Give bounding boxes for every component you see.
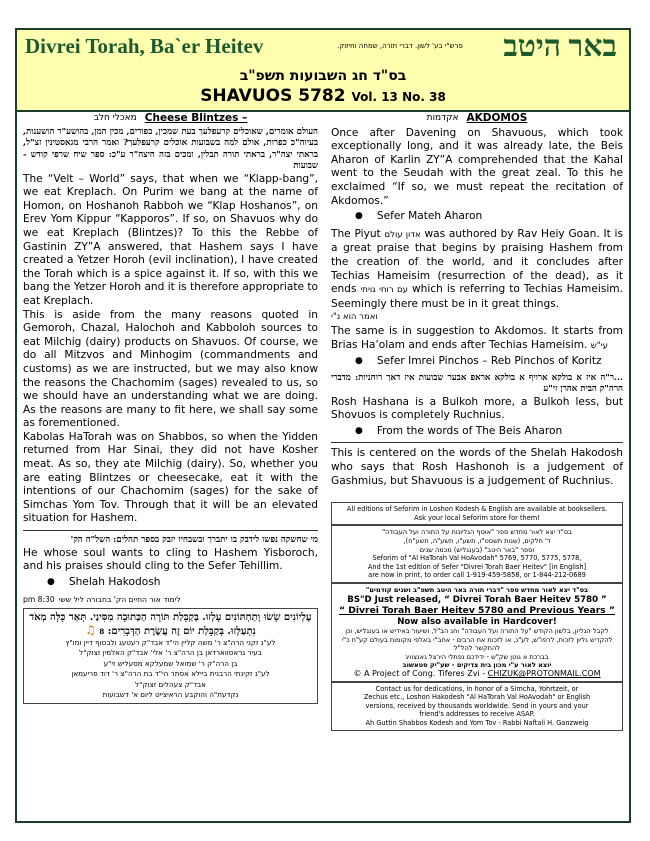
source-text: Shelah Hakodosh: [68, 575, 161, 588]
masthead-title-he: באר היטב: [503, 30, 617, 63]
quote-he: ואמר הוא נ"י: [331, 312, 378, 323]
dedication-line: בן הרה"ק ר' שמואל שמעלקא מסעליש זי"ע: [103, 658, 238, 668]
piyut-text: was authored by Rav Heiy Goan. It is a great praise that begins by praising Hashem from the creation of the world, and it concludes after Techias Hameisim (resurrection of the dead), as it ends: [331, 227, 624, 296]
paragraph: Once after Davening on Shavuous, which took exceptionally long, and it was already late, the Beis Aharon of Karlin ZY”A comprehended that the Kahal went to the Seudah with the great zeal. To this he exclaimed “If so, we must repeat the recitation of Akdomos.”: [331, 126, 623, 207]
seforim-box: [331, 525, 623, 583]
pasuk-text: [27, 611, 314, 638]
piyut-text-end: which is referring to Techias Hameisim. Seemingly there must be in it great things.: [331, 283, 623, 310]
heading-en: Cheese Blintzes –: [144, 112, 248, 124]
paragraph: This is centered on the words of the Shelah Hakodosh who says that Rosh Hashonoh is a judgement of Gashmius, but Shavuous is a judgement of Ruchnius.: [331, 447, 623, 487]
copyright: © A Project of Cong. Tiferes Zvi -: [353, 669, 486, 679]
release-line: “ Divrei Torah Baer Heitev 5780 and Previous Years ”: [339, 605, 615, 617]
bullet-icon: ●: [355, 211, 363, 222]
paragraph: This is aside from the many reasons quoted in Gemoroh, Chazal, Halochoh and Kabboloh sources to eat Milchig (dairy) products on Shavuos. Of course, we do all Mitzvos and Minhogim (commandments and customs) as we are instructed, but we may also know the reasons the Chachomim (sages) revealed to us, so we should have an understanding what we are doing. As the reasons are many to fit here, we shall say some as forementioned.: [23, 308, 318, 430]
contact-box: [331, 682, 623, 731]
source-bullet: [355, 355, 623, 369]
paragraph: The “Velt – World” says, that when we “Klapp-bang”, we eat Kreplach. On Purim we bang at the name of Homon, on Hoshanoh Rabboh we “Klap Hoshanos”, on Erev Yom Kippur “Kapporos”. If so, on Shavuos why do we eat Kreplach (Blintzes)? To this the Rebbe of Gastinin ZY”A answered, that Hashem says I have created a Yetzer Horoh (evil inclination), I have created the Torah which is a spice against it. If so, with this we bang the Yetzer Horoh and it is therefore appropriate to eat Kreplach.: [23, 172, 319, 307]
contact-line: friend's addresses to receive ASAP.: [419, 710, 535, 719]
divider: [331, 442, 623, 443]
bullet-icon: ●: [355, 425, 363, 436]
paragraph: [331, 228, 623, 312]
cheese-blintzes-heading: [23, 112, 318, 126]
paragraph: Kabolas HaTorah was on Shabbos, so when the Yidden returned from Har Sinai, they did not have Kosher meat. As so, they ate Milchig (dairy). So, whether you are eating Blintzes or cheesecake, eat it with the intentions of our Chachomim (sages) for the sake of Simchas Yom Tov. Through that it will be an elevated situation for Hashem.: [23, 430, 318, 525]
bullet-icon: ●: [355, 356, 363, 367]
heading-he: מאכלי חלב: [93, 113, 137, 123]
piyut-quote-he: עם רוחי גויתי: [360, 285, 408, 296]
source-bullet: [355, 210, 623, 224]
booksellers-box: [331, 502, 623, 525]
bullet-icon: ●: [47, 576, 55, 587]
ad-line-he: יוצא לאור ע"י מכון בית צדיקים - שע"יק סטאשוב: [402, 661, 552, 670]
dedication-line: נקדעת"ה והוקבע הראיצייט ליום א' דשבועות: [102, 690, 239, 700]
issue-volume: Vol. 13 No. 38: [351, 90, 446, 104]
ad-line: Seforim of "Al HaTorah Val HoAvodah" 5769, 5770, 5775, 5778,: [372, 554, 582, 563]
dedication-line: אבד"ק צעהלים זצוק"ל: [135, 679, 206, 689]
source-bullet: [355, 425, 623, 439]
ad-line-he: ד' חלקים, (שנות תשסט"ו, תשע"ו, תשע"ה, תשע"ח),: [403, 537, 551, 546]
masthead-title-en: Divrei Torah, Ba`er Heitev: [25, 34, 264, 58]
dedication-line: לע"נ זקני הרה"צ ר' משה קליין הי"ד אבד"ק רעטעג ולבסוף דיין ומו"ץ: [65, 637, 276, 647]
dedication-line: בעיר גראסווארדאן בן הרה"צ ר' אלי' אבד"ק האלמין זצוק"ל: [79, 648, 262, 658]
issue-title: SHAVUOS 5782: [200, 86, 346, 106]
shiur-text-he: לימוד אור החיים הק' בחבורה ליל ששי: [58, 595, 181, 605]
piyut-name-he: אדון עולם: [384, 229, 421, 240]
source-text: Sefer Mateh Aharon: [376, 210, 483, 223]
paragraph: [331, 325, 623, 353]
masthead-subtitle-he: פרש"י בע' לשון. דברי תורה, שמחה וחיזוק.: [337, 42, 463, 50]
ad-line-he: לקבל הגליון, בלשון הקודש "על התורה ועל העבודה" וחג הב"ל, ושיעור באידיש או בענגליש, וכן להקדיש גליון לזכות, לרפו"ש, לע"נ, או לזכות את הרבים - אחב"י באלפי מקומות בעולם קע"ח כ"י להתקשר להל"ל: [341, 627, 613, 653]
contact-line: Ah Guttin Shabbos Kodesh and Yom Tov - Rabbi Naftali H. Ganzweig: [365, 719, 589, 728]
akdomos-heading: [331, 112, 623, 126]
ad-line-he: וספר "באר היטב" (בענגליש) מכמה שנים: [419, 545, 535, 554]
hebrew-quote: ...ר"ה איז א בולקא ארויף א בולקא אראפ אבער שבועות איז דאך רוחניות: מדברי הרה"ק הבית אהרן זי"ע: [331, 372, 623, 395]
heading-he: אקדמות: [426, 113, 459, 123]
ad-line: are now in print, to order call 1-919-459-5858, or 1-844-212-0689: [368, 571, 586, 580]
pasuk-body: עֶלְיוֹנִים שָׂשׂוּ וְתַחְתּוֹנִים עָלְזוּ. בְּקַבָּלַת תּוֹרָה הַכְּתוּבָה מִסִּינַי. תְּאַר כָּלָּה מְאֹד נִתְעַלְּזוּ. בְּקַבָּלַת יוֹם זֶה עֲשֶׂרֶת הַדְּבָרִים:: [29, 611, 312, 637]
hebrew-intro: העולם אומרים, שאוכלים קרעפלעך בעת שמכין, בפורים, מכין המן, בהושע"ר הושענות, בעיוה"כ כפרות, אולם למה בשבועות אוכלים קרעפלעך? ואמר הרבי מגאסטינין זצ"ל, בראתי יצה"ר, בראתי תורה תבלין, ומכים בזה היצה"ר ע"כ: ספר שיח שרפי קודש - שבועות: [23, 126, 318, 172]
shiur-notice: [23, 593, 318, 607]
divider: [23, 530, 318, 531]
piyut-pre: The Piyut: [331, 227, 381, 240]
release-line: BS"D Just released, “ Divrei Torah Baer Heitev 5780 ”: [347, 594, 607, 605]
release-hardcover: Now also available in Hardcover!: [397, 616, 557, 627]
paragraph: Rosh Hashana is a Bulkoh more, a Bulkoh less, but Shovuos is completely Ruchnius.: [331, 395, 623, 422]
masthead-date-he: בס"ד חג השבועות תשפ"ב: [239, 68, 407, 84]
masthead-issue: [17, 86, 629, 106]
source-bullet: [47, 576, 318, 590]
copyright-line: [335, 670, 619, 679]
dedication-box: [23, 608, 318, 704]
ad-line-he: בס"ד יצא לאור מחדש ספר "אוסף הגליונות על התורה ועל העבודה": [382, 528, 572, 537]
reference-he: עי"ש: [590, 340, 608, 351]
release-box: [331, 583, 623, 682]
contact-line: Zechus etc., Loshon Hakodesh "Al HaTorah Val HoAvodah" or English: [363, 693, 591, 702]
ad-line: All editions of Seforim in Loshon Kodesh & English are available at booksellers.: [346, 505, 608, 514]
ad-line-he: בברכת א גוטן שק"ש - ידידכם נפתלי הירצל גאנצוויג: [405, 652, 549, 661]
masthead: [17, 30, 629, 112]
email-link[interactable]: CHIZUK@PROTONMAIL.COM: [487, 669, 601, 679]
shiur-time: 8:30 pm: [23, 595, 55, 605]
dedication-line: לע"נ זקינתי הרבנית ביילא אסתר הי"ד בת הרה"צ ר' דוד פריעמאן: [71, 669, 270, 679]
right-column: [331, 112, 623, 731]
contact-line: Contact us for dedications, in honor of a Simcha, Yohrtzeit, or: [375, 684, 579, 693]
source-text: Sefer Imrei Pinchos – Reb Pinchos of Koritz: [376, 355, 602, 368]
paragraph-text: The same is in suggestion to Akdomos. It starts from Brias Ha’olam and ends after Techias Hameisim.: [331, 324, 623, 351]
pasuk-mark: 8: [99, 626, 105, 636]
ad-line: Ask your local Seforim store for them!: [414, 513, 540, 522]
contact-line: versions, received by thousands worldwide. Send in yours and your: [365, 701, 589, 710]
heading-en: AKDOMOS: [466, 112, 528, 124]
ad-line: And the 1st edition of Sefer "Divrei Torah Baer Heitev" [in English]: [367, 562, 587, 571]
source-text: From the words of The Beis Aharon: [376, 424, 563, 437]
left-column: [23, 112, 318, 704]
dedication-lines: [27, 638, 314, 701]
music-note-icon: ♫: [85, 622, 96, 637]
hebrew-quote: מי שחשקה נפשו לידבק בו יתברך ובשבחיו יזבק בספר תהלים: השל"ה הק': [70, 535, 318, 546]
paragraph: He whose soul wants to cling to Hashem Yisboroch, and his praises should cling to the Sefer Tehillim.: [23, 546, 318, 573]
ad-line-he: בס"ד יצא לאור מחדש ספר "דברי תורה באר היטב תשפ"ב ושנים קודמים": [365, 586, 589, 594]
